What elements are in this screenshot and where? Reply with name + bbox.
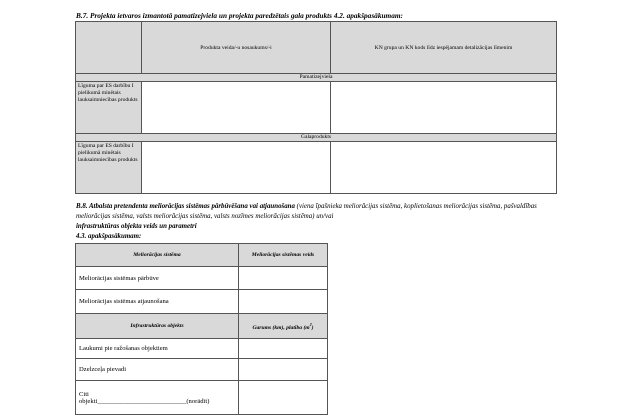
melioration-table	[75, 243, 328, 415]
section-b8-measure: 4.3. apakšpasākumam:	[76, 232, 142, 240]
other-objects-length-input[interactable]	[239, 381, 328, 415]
column-header-infrastructure-object: Infrastruktūras objekts	[76, 314, 239, 339]
raw-material-table	[75, 21, 557, 194]
final-product-name-input[interactable]	[142, 142, 331, 194]
section-b8-subtitle: infrastruktūras objekta veids un parametri	[76, 222, 197, 230]
railway-sidings-length-input[interactable]	[239, 359, 328, 381]
group-header-final-product: Galaprodukts	[76, 134, 557, 142]
production-yards-length-input[interactable]	[239, 339, 328, 359]
raw-product-name-input[interactable]	[142, 82, 331, 134]
section-b8-heading	[76, 202, 560, 242]
column-header-melioration-system: Meliorācijas sistēma	[76, 244, 239, 267]
length-area-label: Garums (km), platība (m	[252, 324, 310, 331]
length-area-closing: )	[311, 324, 314, 331]
system-rebuild-type-input[interactable]	[239, 267, 328, 290]
column-header-system-type: Meliorācijas sistēmas veids	[239, 244, 328, 267]
raw-kn-code-input[interactable]	[331, 82, 557, 134]
other-objects-label: Citi	[79, 390, 89, 398]
group-header-raw-material: Pamatizejviela	[76, 74, 557, 82]
row-label-other-objects	[76, 381, 239, 415]
row-label-railway-sidings: Dzelzceļa pievadi	[76, 359, 239, 381]
corner-cell	[76, 22, 142, 74]
section-b8-title: B.8. Atbalsta pretendenta meliorācijas sistēmas pārbūvēšana vai atjaunošana	[76, 203, 295, 210]
row-label-raw-agricultural-product: Līguma par ES darbību I pielikumā minētais lauksaimniecības produkts	[76, 82, 142, 134]
column-header-product: Produkta veida/-u nosaukums/-i	[142, 22, 331, 74]
row-label-system-rebuild: Meliorācijas sistēmas pārbūve	[76, 267, 239, 290]
row-label-final-agricultural-product: Līguma par ES darbību I pielikumā minētais lauksaimniecības produkts	[76, 142, 142, 194]
row-label-production-yards: Laukumi pie ražošanas objektiem	[76, 339, 239, 359]
system-renewal-type-input[interactable]	[239, 290, 328, 314]
section-b7-title: B.7. Projekta ietvaros izmantotā pamatizejviela un projekta paredzētais gala produkts 4.2. apakšpasākumam:	[76, 11, 403, 20]
column-header-kn-code: KN grupa un KN kods līdz iespējamam detalizācijas līmenim	[331, 22, 557, 74]
other-objects-specify-line[interactable]: objekti___________________________(norādīt)	[79, 397, 210, 405]
section-b8-description: (viena īpašnieka meliorācijas sistēma, koplietošanas meliorācijas sistēma, pašvaldības meliorācijas sistēma, valsts meliorācijas sistēma, valsts nozīmes meliorācijas sistēma) un/vai	[76, 203, 537, 220]
row-label-system-renewal: Meliorācijas sistēmas atjaunošana	[76, 290, 239, 314]
length-area-superscript: 2	[309, 321, 312, 327]
final-kn-code-input[interactable]	[331, 142, 557, 194]
column-header-length-area	[239, 314, 328, 339]
